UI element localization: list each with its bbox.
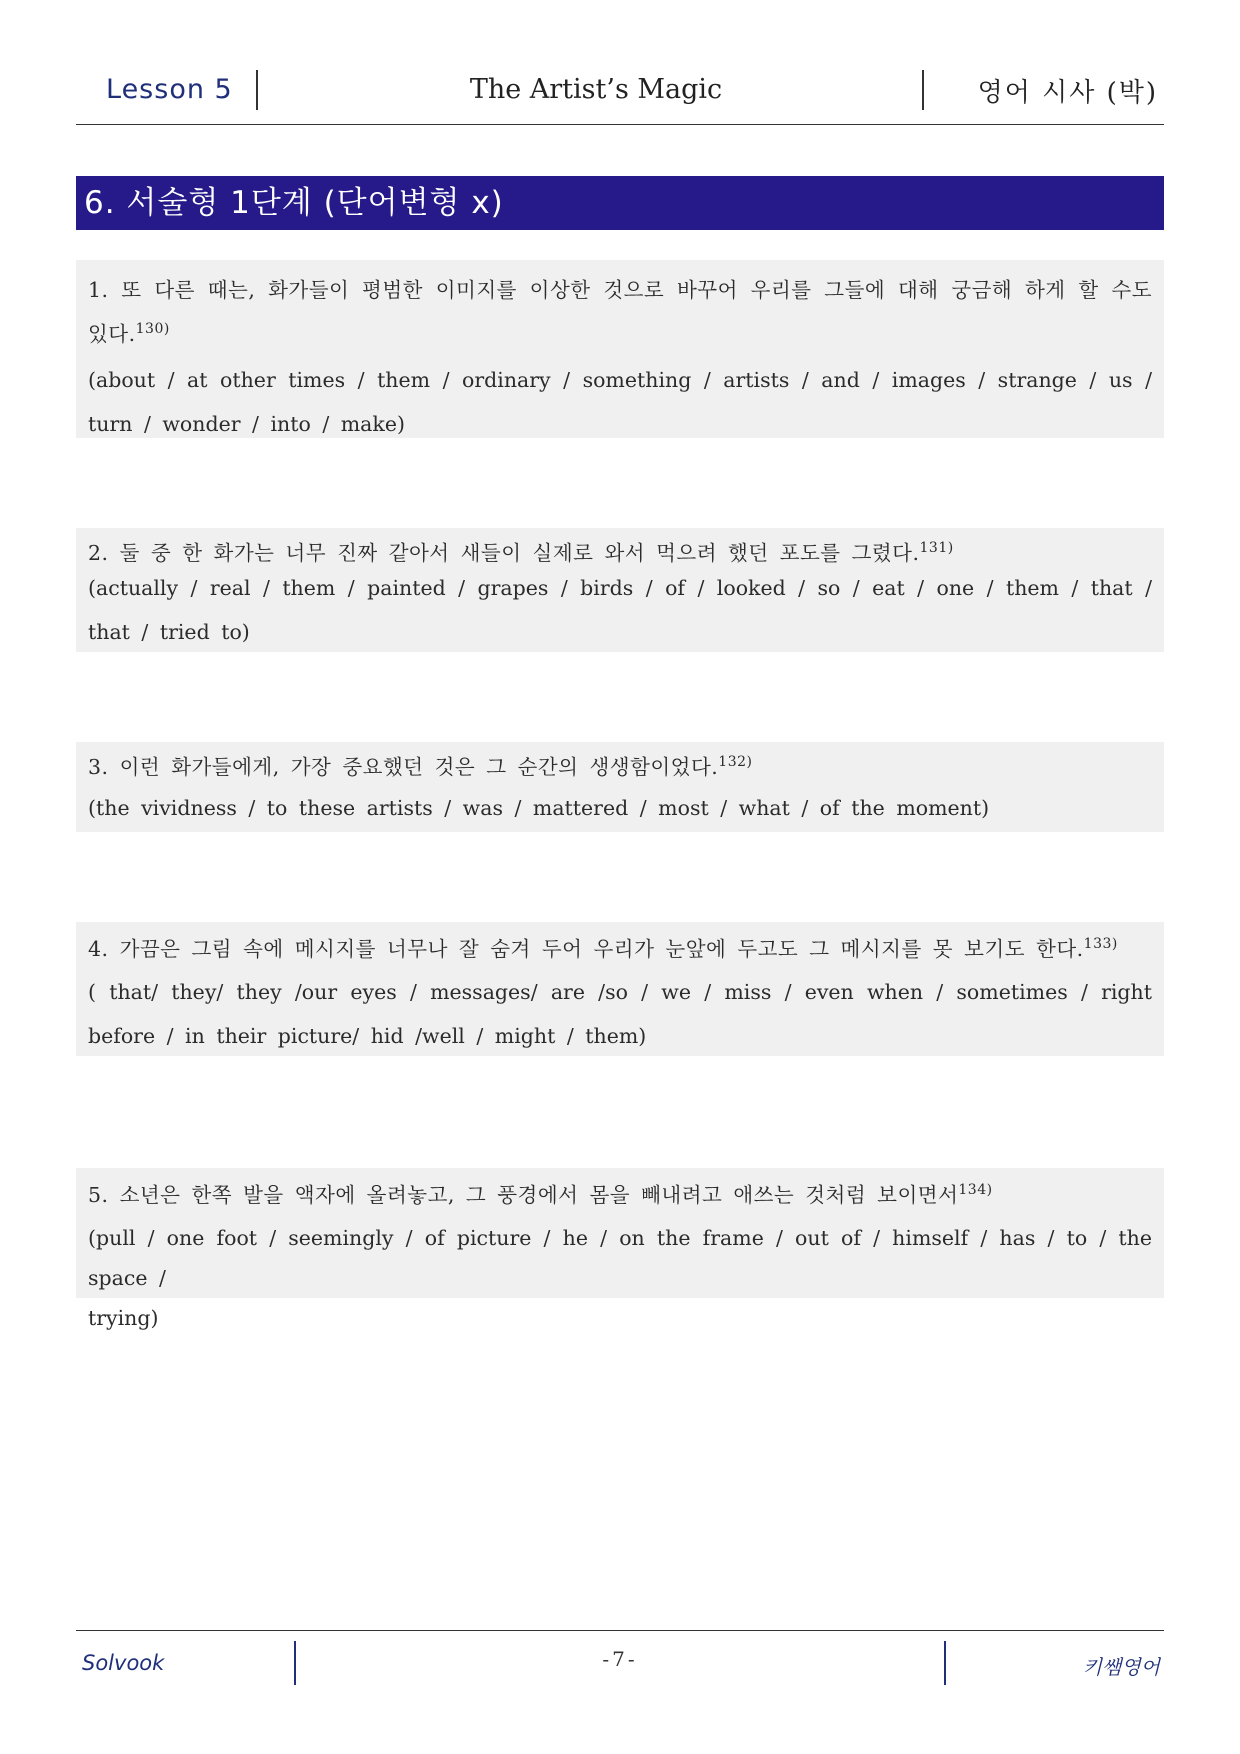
question-item xyxy=(76,528,1164,652)
question-korean: 3. 이런 화가들에게, 가장 중요했던 것은 그 순간의 생생함이었다.$^{132)}$ xyxy=(88,754,753,779)
question-item xyxy=(76,1168,1164,1330)
word-bank: (actually / real / them / painted / grapes / birds / of / looked / so / eat / one / them / that / that / tried to) xyxy=(88,576,1152,644)
question-korean: 1. 또 다른 때는, 화가들이 평범한 이미지를 이상한 것으로 바꾸어 우리를 그들에 대해 궁금해 하게 할 수도 있다.$^{130)}$ xyxy=(88,278,1152,346)
author-logo: 키쌤영어 xyxy=(1082,1655,1160,1679)
page-number: -7- xyxy=(602,1647,638,1671)
question-item xyxy=(76,742,1164,832)
word-bank: ( that/ they/ they /our eyes / messages/ are /so / we / miss / even when / sometimes / right before / in their picture/ hid /well / might / them) xyxy=(88,980,1152,1048)
course-label: 영어 시사 (박) xyxy=(977,78,1158,108)
publisher-logo: Solvook xyxy=(82,1651,165,1675)
footnote-marker: 130) xyxy=(135,321,170,338)
word-bank-continued: trying) xyxy=(88,1306,159,1330)
header-divider xyxy=(922,70,924,110)
word-bank: (about / at other times / them / ordinary / something / artists / and / images / strange / us / turn / wonder / into / make) xyxy=(88,368,1152,436)
question-item xyxy=(76,922,1164,1056)
lesson-label: Lesson 5 xyxy=(106,74,233,105)
question-korean: 5. 소년은 한쪽 발을 액자에 올려놓고, 그 풍경에서 몸을 빼내려고 애쓰는 것처럼 보이면서$^{134)}$ xyxy=(88,1182,993,1207)
lesson-title: The Artist’s Magic xyxy=(469,74,723,105)
page-header xyxy=(76,64,1164,125)
word-bank: (the vividness / to these artists / was / mattered / most / what / of the moment) xyxy=(88,796,990,820)
header-divider xyxy=(256,70,258,110)
footnote-marker: 134) xyxy=(958,1182,993,1199)
footnote-marker: 133) xyxy=(1083,936,1118,953)
question-korean: 4. 가끔은 그림 속에 메시지를 너무나 잘 숨겨 두어 우리가 눈앞에 두고도 그 메시지를 못 보기도 한다.$^{133)}$ xyxy=(88,936,1118,961)
question-korean: 2. 둘 중 한 화가는 너무 진짜 같아서 새들이 실제로 와서 먹으려 했던 포도를 그렸다.$^{131)}$ xyxy=(88,540,954,565)
page-footer xyxy=(76,1630,1164,1691)
section-title: 6. 서술형 1단계 (단어변형 x) xyxy=(76,176,1164,230)
footer-divider xyxy=(944,1641,946,1685)
question-item xyxy=(76,260,1164,438)
word-bank: (pull / one foot / seemingly / of picture / he / on the frame / out of / himself / has / to / the space / xyxy=(88,1226,1152,1290)
footnote-marker: 132) xyxy=(718,754,753,771)
footnote-marker: 131) xyxy=(919,540,954,557)
